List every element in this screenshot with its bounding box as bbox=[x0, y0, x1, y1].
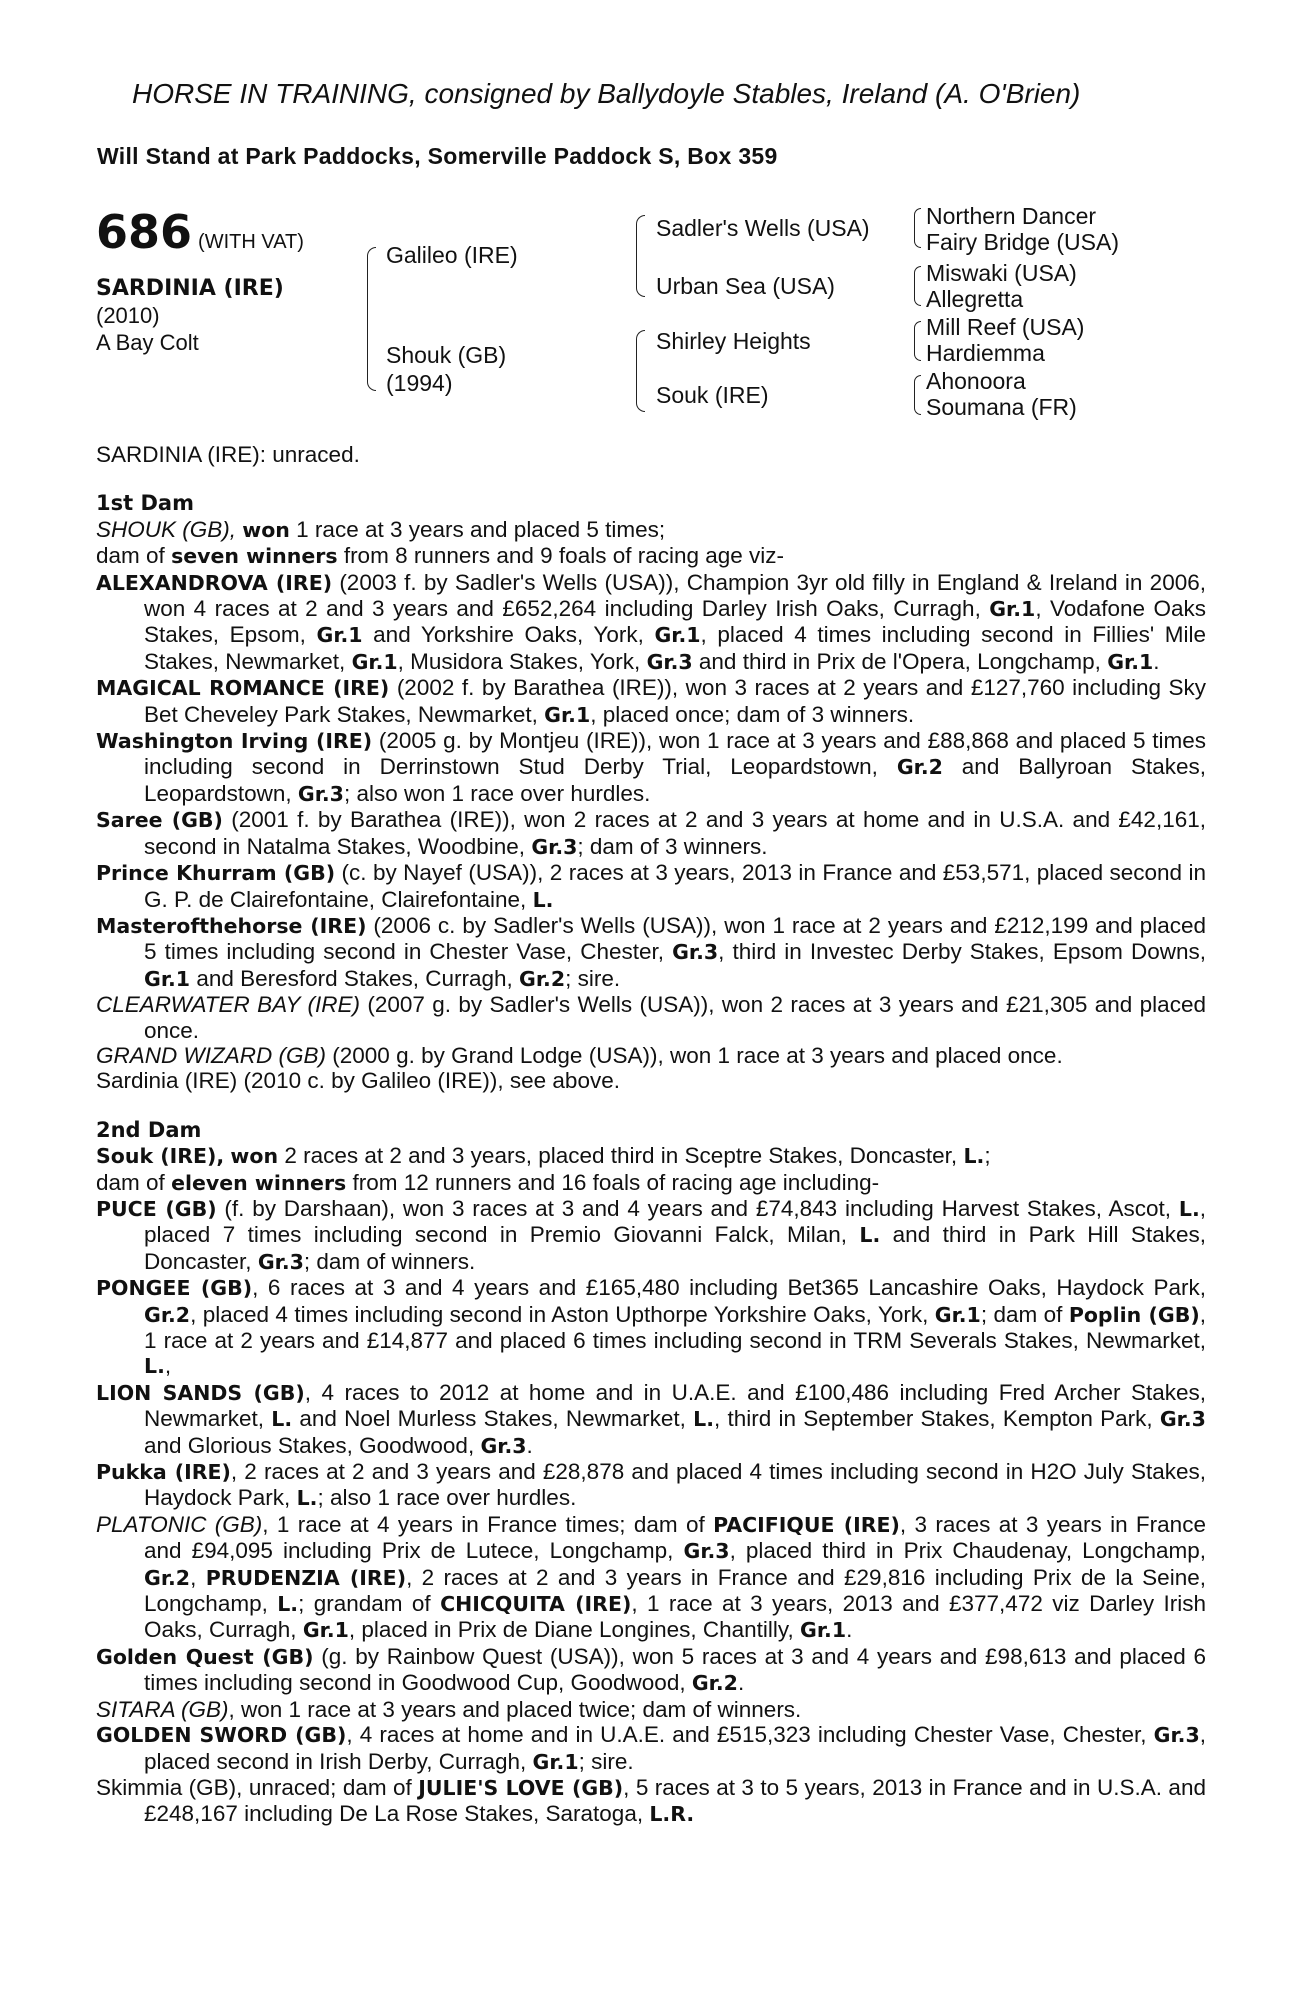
horse-description: A Bay Colt bbox=[96, 330, 199, 355]
first-dam-winners: seven winners bbox=[171, 544, 338, 569]
produce-text: , 4 races at home and in U.A.E. and £515,323 including Chester Vase, Chester, bbox=[346, 1722, 1147, 1748]
produce-text: . bbox=[846, 1617, 853, 1643]
produce-text: and third in Park Hill Stakes, Doncaster, bbox=[144, 1222, 1206, 1274]
produce-text: ; sire. bbox=[565, 965, 621, 991]
produce-text: (2003 f. by Sadler's Wells (USA)), Champion 3yr old filly in England & Ireland in 2006, won 4 races at 2 and 3 years and £652,264 including Darley Irish Oaks, Curragh, bbox=[144, 569, 1206, 622]
grade-marker: L. bbox=[271, 1407, 293, 1432]
pedigree-gg-8: Soumana (FR) bbox=[926, 394, 1077, 420]
grade-marker: L. bbox=[532, 887, 554, 912]
grade-marker: Gr.3 bbox=[297, 781, 344, 806]
produce-text: and third in Prix de l'Opera, Longchamp, bbox=[698, 648, 1101, 674]
produce-prince-khurram bbox=[96, 860, 1206, 913]
horse-name: SARDINIA (IRE) bbox=[96, 276, 284, 301]
produce-puce bbox=[96, 1196, 1206, 1275]
produce-clearwater-bay bbox=[96, 992, 1206, 1043]
produce-text: ; also won 1 race over hurdles. bbox=[343, 780, 651, 806]
produce-golden-quest bbox=[96, 1644, 1206, 1697]
first-dam-heading: 1st Dam bbox=[96, 491, 194, 516]
stabling-location: Will Stand at Park Paddocks, Somerville Paddock S, Box 359 bbox=[97, 143, 778, 169]
pedigree-sire: Galileo (IRE) bbox=[386, 242, 518, 268]
produce-text: and Beresford Stakes, Curragh, bbox=[196, 965, 513, 991]
produce-text: (g. by Rainbow Quest (USA)), won 5 races at 3 and 4 years and £98,613 and placed 6 times including second in Goodwood Cup, Goodwood, bbox=[144, 1643, 1206, 1696]
produce-text: ; also 1 race over hurdles. bbox=[317, 1485, 577, 1511]
produce-name: Prince Khurram (GB) bbox=[96, 861, 336, 886]
pedigree-sire-dam: Urban Sea (USA) bbox=[656, 273, 835, 299]
produce-text: , placed 7 times including second in Premio Giovanni Falck, Milan, bbox=[144, 1195, 1206, 1248]
produce-text: and Ballyroan Stakes, Leopardstown, bbox=[144, 754, 1206, 806]
produce-text: . bbox=[737, 1670, 745, 1696]
produce-sardinia: Sardinia (IRE) (2010 c. by Galileo (IRE)), see above. bbox=[96, 1068, 620, 1094]
produce-text: , Musidora Stakes, York, bbox=[397, 648, 641, 674]
catalogue-body bbox=[96, 442, 1206, 1828]
produce-name: PUCE (GB) bbox=[96, 1196, 217, 1221]
pedigree-brace-main bbox=[367, 247, 376, 391]
second-dam-produce bbox=[96, 1170, 1206, 1196]
produce-grand-wizard bbox=[96, 1043, 1206, 1068]
grade-marker: Gr.1 bbox=[800, 1618, 847, 1643]
produce-text: , placed third in Prix Chaudenay, Longchamp, bbox=[729, 1538, 1206, 1564]
produce-text: (c. by Nayef (USA)), 2 races at 3 years, 2013 in France and £53,571, placed second in G. P. de Clairefontaine, Clairefontaine, bbox=[144, 860, 1206, 912]
produce-text: , placed once; dam of 3 winners. bbox=[590, 701, 915, 727]
pedigree-gg-5: Mill Reef (USA) bbox=[926, 314, 1085, 340]
produce-masterofthehorse bbox=[96, 913, 1206, 992]
grade-marker: Gr.1 bbox=[532, 1749, 579, 1774]
produce-text: , bbox=[190, 1564, 197, 1590]
second-dam-won: won bbox=[230, 1144, 279, 1169]
pedigree-dam-sire: Shirley Heights bbox=[656, 328, 811, 354]
second-dam-produce-text: from 12 runners and 16 foals of racing age including- bbox=[352, 1169, 880, 1195]
produce-text: , 2 races at 2 and 3 years in France and £29,816 including Prix de la Seine, Longchamp, bbox=[144, 1564, 1206, 1617]
grade-marker: Gr.3 bbox=[1153, 1723, 1200, 1748]
produce-text: ; dam of bbox=[980, 1301, 1063, 1327]
produce-text: , won 1 race at 3 years and placed twice; dam of winners. bbox=[228, 1696, 802, 1722]
produce-skimmia bbox=[96, 1775, 1206, 1828]
produce-text: ; dam of winners. bbox=[303, 1248, 476, 1274]
grade-marker: L. bbox=[144, 1354, 165, 1379]
grade-marker: Gr.1 bbox=[351, 649, 398, 674]
second-dam-heading: 2nd Dam bbox=[96, 1117, 202, 1142]
produce-name: CLEARWATER BAY (IRE) bbox=[96, 992, 360, 1018]
produce-name: CHICQUITA (IRE) bbox=[440, 1592, 632, 1617]
produce-text: , third in September Stakes, Kempton Park, bbox=[714, 1406, 1153, 1432]
pedigree-brace-g4 bbox=[914, 375, 921, 415]
pedigree-dam: Shouk (GB) bbox=[386, 342, 507, 368]
produce-saree bbox=[96, 807, 1206, 860]
grade-marker: Gr.1 bbox=[989, 597, 1036, 622]
pedigree-brace-g3 bbox=[914, 321, 921, 361]
produce-text: , placed 4 times including second in Aston Upthorpe Yorkshire Oaks, York, bbox=[190, 1301, 929, 1327]
grade-marker: Gr.3 bbox=[1159, 1407, 1206, 1432]
grade-marker: Gr.2 bbox=[144, 1565, 191, 1590]
produce-text: , 3 races at 3 years in France and £94,095 including Prix de Lutece, Longchamp, bbox=[144, 1511, 1206, 1564]
produce-text: (2001 f. by Barathea (IRE)), won 2 races at 2 and 3 years at home and in U.S.A. and £42,161, second in Natalma Stakes, Woodbine, bbox=[144, 807, 1206, 859]
grade-marker: Gr.3 bbox=[531, 834, 578, 859]
pedigree-sire-sire: Sadler's Wells (USA) bbox=[656, 215, 870, 241]
pedigree-brace-g2 bbox=[914, 266, 921, 306]
grade-marker: L.R. bbox=[649, 1802, 695, 1827]
grade-marker: Gr.1 bbox=[934, 1302, 981, 1327]
pedigree-dam-year: (1994) bbox=[386, 370, 453, 396]
grade-marker: L. bbox=[859, 1223, 881, 1248]
produce-text: (2006 c. by Sadler's Wells (USA)), won 1 race at 2 years and £212,199 and placed 5 times including second in Chester Vase, Chester, bbox=[144, 912, 1206, 965]
produce-text: ; grandam of bbox=[298, 1591, 431, 1617]
produce-name: PRUDENZIA (IRE) bbox=[205, 1565, 407, 1590]
grade-marker: Gr.1 bbox=[654, 623, 701, 648]
lot-number: 686 bbox=[96, 205, 193, 259]
produce-text: , 1 race at 2 years and £14,877 and placed 6 times including second in TRM Severals Stakes, Newmarket, bbox=[144, 1301, 1206, 1353]
produce-text: , 5 races at 3 to 5 years, 2013 in France and in U.S.A. and £248,167 including De La Rose Stakes, Saratoga, bbox=[144, 1774, 1206, 1827]
produce-text: Skimmia (GB), unraced; dam of bbox=[96, 1774, 412, 1800]
produce-text: and Glorious Stakes, Goodwood, bbox=[144, 1432, 475, 1458]
produce-text: , Vodafone Oaks Stakes, Epsom, bbox=[144, 596, 1206, 648]
horse-year: (2010) bbox=[96, 303, 160, 328]
produce-text: , placed second in Irish Derby, Curragh, bbox=[144, 1722, 1207, 1774]
grade-marker: Gr.3 bbox=[683, 1539, 730, 1564]
first-dam-produce bbox=[96, 543, 1206, 569]
produce-text: ; dam of 3 winners. bbox=[577, 833, 768, 859]
produce-name: ALEXANDROVA (IRE) bbox=[96, 570, 333, 595]
produce-text: , 1 race at 3 years, 2013 and £377,472 viz Darley Irish Oaks, Curragh, bbox=[144, 1591, 1206, 1643]
produce-name: PLATONIC (GB) bbox=[96, 1511, 263, 1537]
grade-marker: Gr.3 bbox=[480, 1433, 527, 1458]
produce-platonic bbox=[96, 1512, 1206, 1644]
pedigree-dam-dam: Souk (IRE) bbox=[656, 382, 769, 408]
produce-text: , 1 race at 4 years in France times; dam of bbox=[262, 1511, 705, 1537]
pedigree-gg-6: Hardiemma bbox=[926, 340, 1045, 366]
grade-marker: Gr.1 bbox=[544, 702, 591, 727]
produce-text: (2007 g. by Sadler's Wells (USA)), won 2 races at 3 years and £21,305 and placed once. bbox=[144, 992, 1206, 1043]
second-dam-dam-of: dam of bbox=[96, 1169, 165, 1195]
first-dam-intro bbox=[96, 517, 1206, 543]
grade-marker: Gr.1 bbox=[316, 623, 363, 648]
pedigree-gg-3: Miswaki (USA) bbox=[926, 260, 1077, 286]
grade-marker: Gr.2 bbox=[691, 1671, 738, 1696]
lot-number-block bbox=[96, 205, 304, 259]
grade-marker: Gr.3 bbox=[257, 1249, 304, 1274]
produce-name: Golden Quest (GB) bbox=[96, 1644, 314, 1669]
grade-marker: Gr.1 bbox=[144, 966, 191, 991]
pedigree-brace-dam bbox=[636, 330, 645, 412]
pedigree-brace-sire bbox=[636, 215, 645, 297]
produce-name: JULIE'S LOVE (GB) bbox=[418, 1775, 624, 1800]
first-dam-dam-of: dam of bbox=[96, 543, 165, 569]
produce-text: , 6 races at 3 and 4 years and £165,480 including Bet365 Lancashire Oaks, Haydock Park, bbox=[252, 1275, 1206, 1301]
produce-name: Washington Irving (IRE) bbox=[96, 729, 373, 754]
pedigree-brace-g1 bbox=[914, 208, 921, 248]
grade-marker: Gr.3 bbox=[646, 649, 693, 674]
racing-summary: SARDINIA (IRE): unraced. bbox=[96, 442, 360, 467]
pedigree-gg-2: Fairy Bridge (USA) bbox=[926, 229, 1119, 255]
produce-magical-romance bbox=[96, 675, 1206, 728]
produce-name: Pukka (IRE) bbox=[96, 1460, 231, 1485]
produce-name: Poplin (GB) bbox=[1068, 1302, 1200, 1327]
first-dam-won: won bbox=[242, 517, 290, 542]
produce-washington-irving bbox=[96, 728, 1206, 807]
produce-text: and Yorkshire Oaks, York, bbox=[373, 622, 644, 648]
produce-name: GOLDEN SWORD (GB) bbox=[96, 1723, 347, 1748]
produce-name: Saree (GB) bbox=[96, 808, 223, 833]
grade-marker: L. bbox=[277, 1592, 299, 1617]
produce-pongee bbox=[96, 1275, 1206, 1380]
produce-text: . bbox=[1153, 648, 1160, 674]
produce-text: , 2 races at 2 and 3 years and £28,878 and placed 4 times including second in H2O July Stakes, Haydock Park, bbox=[144, 1459, 1206, 1511]
first-dam-intro-text: 1 race at 3 years and placed 5 times; bbox=[296, 516, 666, 542]
grade-marker: Gr.3 bbox=[672, 940, 719, 965]
produce-name: MAGICAL ROMANCE (IRE) bbox=[96, 676, 390, 701]
pedigree-gg-1: Northern Dancer bbox=[926, 203, 1097, 229]
produce-golden-sword bbox=[96, 1722, 1206, 1775]
produce-lion-sands bbox=[96, 1380, 1206, 1459]
produce-text: and Noel Murless Stakes, Newmarket, bbox=[299, 1406, 686, 1432]
produce-sitara bbox=[96, 1697, 1206, 1722]
produce-text: (f. by Darshaan), won 3 races at 3 and 4 years and £74,843 including Harvest Stakes, Ascot, bbox=[224, 1195, 1172, 1221]
produce-name: SITARA (GB) bbox=[96, 1696, 229, 1722]
grade-marker: Gr.1 bbox=[1107, 649, 1154, 674]
produce-text: (2000 g. by Grand Lodge (USA)), won 1 race at 3 years and placed once. bbox=[332, 1042, 1063, 1068]
produce-text: (2005 g. by Montjeu (IRE)), won 1 race at 3 years and £88,868 and placed 5 times including second in Derrinstown Stud Derby Trial, Leopardstown, bbox=[144, 728, 1206, 780]
produce-name: Masterofthehorse (IRE) bbox=[96, 913, 367, 938]
produce-text: (2002 f. by Barathea (IRE)), won 3 races at 2 years and £127,760 including Sky Bet Cheveley Park Stakes, Newmarket, bbox=[144, 675, 1206, 727]
pedigree-gg-4: Allegretta bbox=[926, 286, 1024, 312]
grade-marker: Gr.2 bbox=[896, 755, 943, 780]
produce-name: LION SANDS (GB) bbox=[96, 1380, 305, 1405]
produce-alexandrova bbox=[96, 570, 1206, 676]
first-dam-produce-text: from 8 runners and 9 foals of racing age viz- bbox=[343, 543, 785, 569]
produce-text: , placed in Prix de Diane Longines, Chantilly, bbox=[348, 1617, 794, 1643]
second-dam-winners: eleven winners bbox=[171, 1170, 347, 1195]
second-dam-intro bbox=[96, 1143, 1206, 1169]
produce-text: , third in Investec Derby Stakes, Epsom Downs, bbox=[718, 939, 1206, 965]
produce-text: ; sire. bbox=[578, 1748, 634, 1774]
grade-marker: Gr.2 bbox=[519, 966, 566, 991]
produce-text: . bbox=[526, 1432, 533, 1458]
produce-text: , placed 4 times including second in Fillies' Mile Stakes, Newmarket, bbox=[144, 622, 1206, 674]
first-dam-name: SHOUK (GB), bbox=[96, 516, 237, 542]
grade-marker: L. bbox=[693, 1407, 715, 1432]
produce-text: , 4 races to 2012 at home and in U.A.E. and £100,486 including Fred Archer Stakes, Newmarket, bbox=[144, 1379, 1207, 1432]
produce-name: PONGEE (GB) bbox=[96, 1276, 253, 1301]
grade-marker: L. bbox=[296, 1486, 318, 1511]
produce-text: , bbox=[164, 1353, 172, 1379]
vat-note: (WITH VAT) bbox=[198, 231, 304, 253]
grade-marker: Gr.2 bbox=[144, 1302, 191, 1327]
catalogue-heading: HORSE IN TRAINING, consigned by Ballydoyle Stables, Ireland (A. O'Brien) bbox=[132, 78, 1081, 109]
pedigree-gg-7: Ahonoora bbox=[926, 368, 1026, 394]
produce-pukka bbox=[96, 1459, 1206, 1512]
grade-marker: L. bbox=[963, 1144, 985, 1169]
second-dam-intro-tail: ; bbox=[984, 1143, 991, 1169]
horse-identity bbox=[96, 274, 284, 356]
produce-name: PACIFIQUE (IRE) bbox=[713, 1512, 900, 1537]
second-dam-name: Souk (IRE), bbox=[96, 1144, 225, 1169]
produce-name: GRAND WIZARD (GB) bbox=[96, 1042, 326, 1068]
grade-marker: Gr.1 bbox=[302, 1618, 349, 1643]
second-dam-intro-text: 2 races at 2 and 3 years, placed third in Sceptre Stakes, Doncaster, bbox=[284, 1143, 958, 1169]
grade-marker: L. bbox=[1178, 1196, 1200, 1221]
